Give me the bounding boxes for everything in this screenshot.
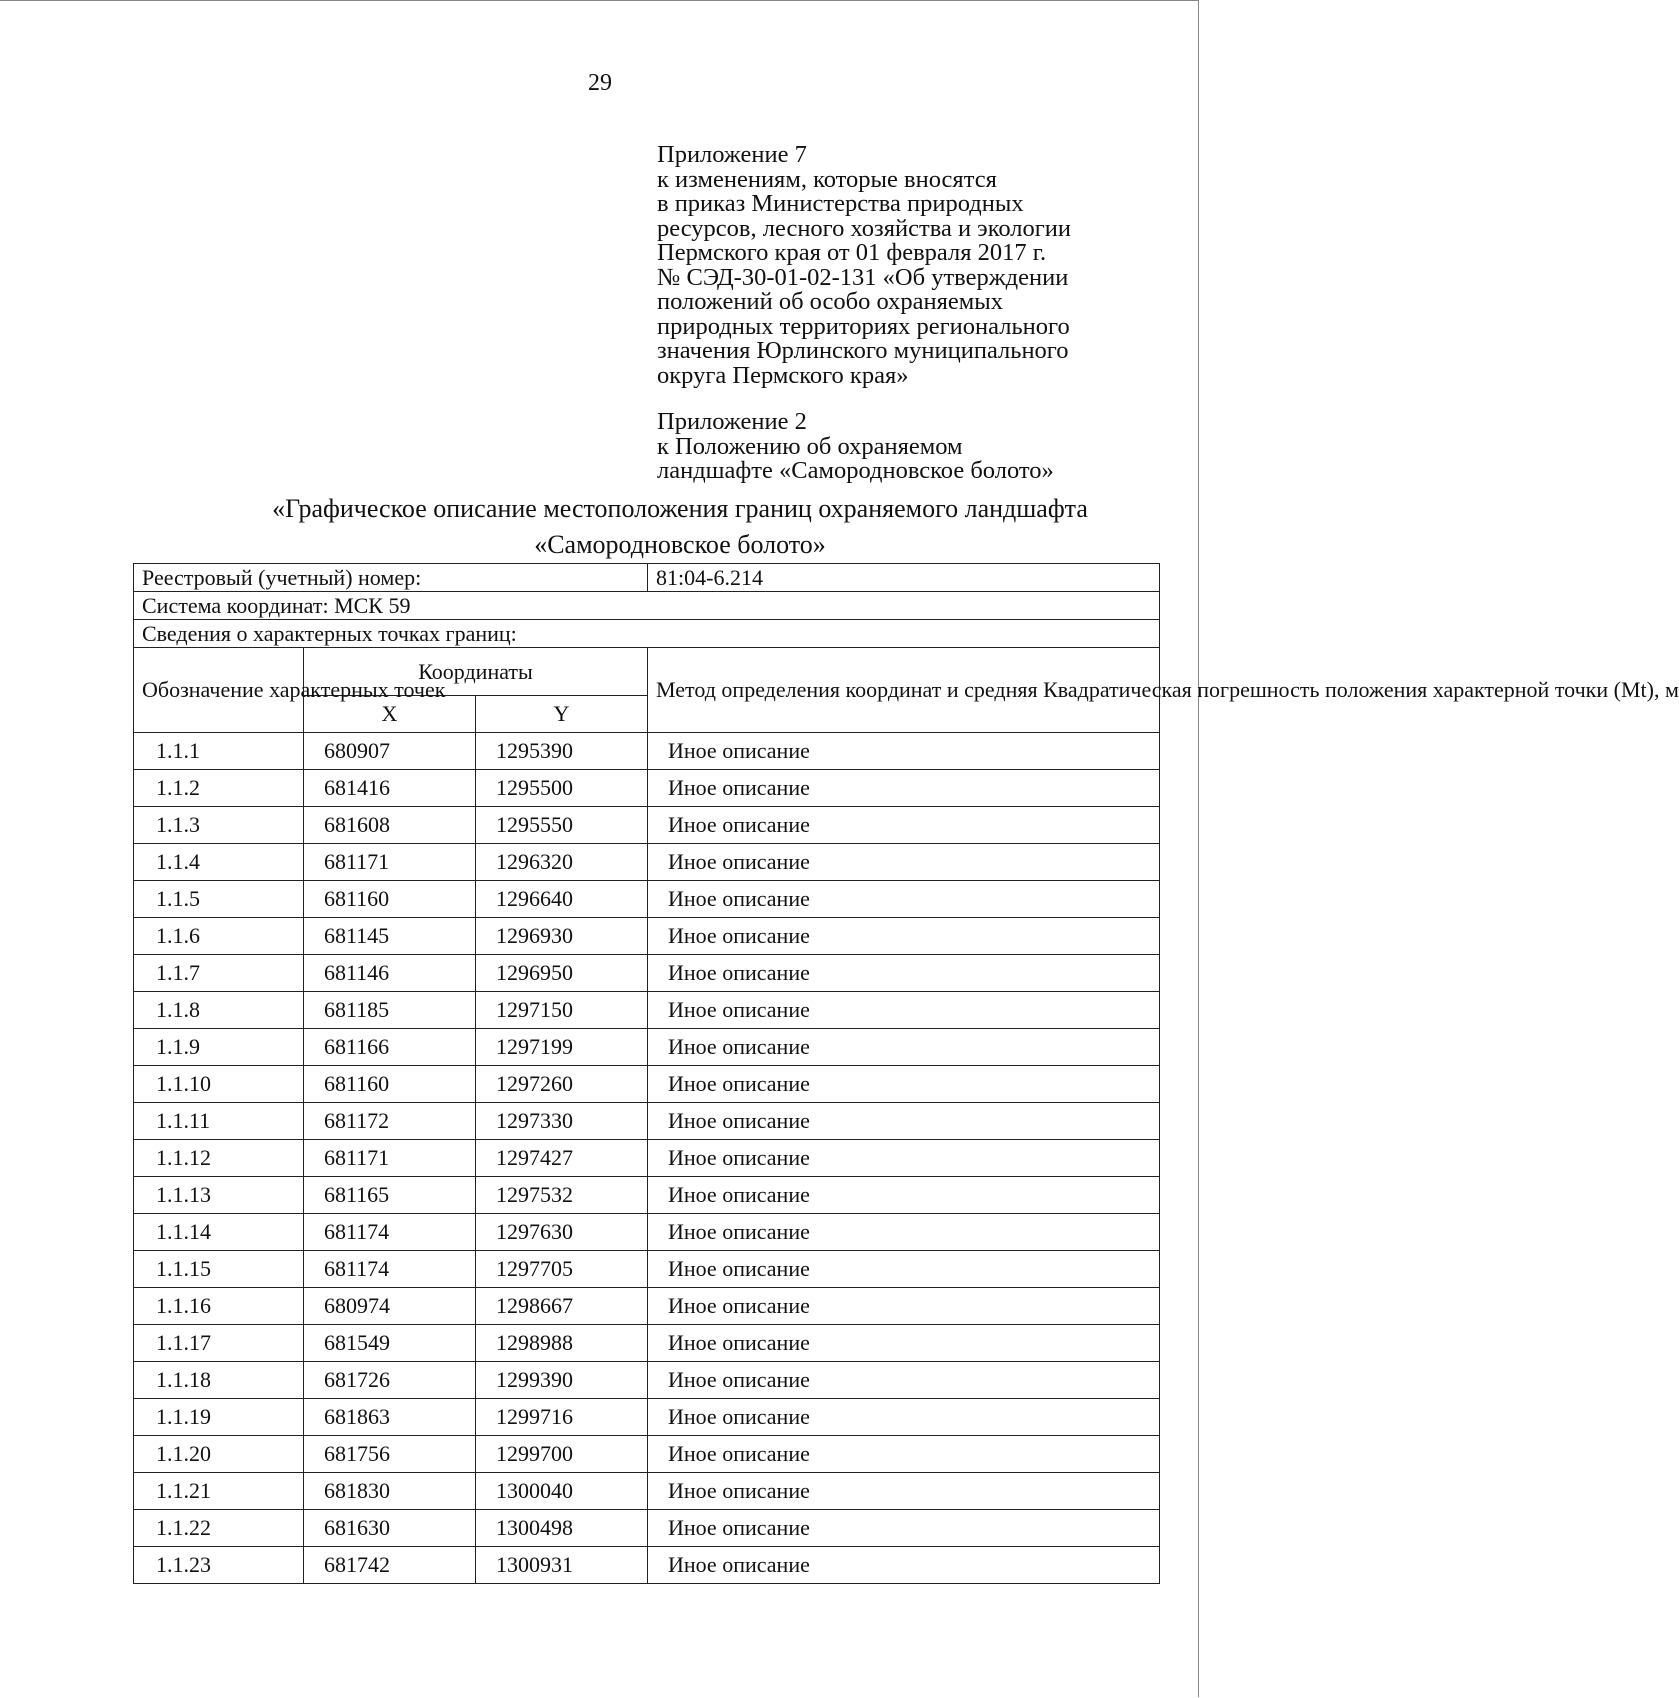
coord-system: Система координат: МСК 59: [134, 592, 1160, 620]
y-cell: 1299716: [476, 1399, 648, 1436]
point-cell: 1.1.15: [134, 1251, 304, 1288]
y-cell: 1297150: [476, 992, 648, 1029]
point-cell: 1.1.1: [134, 733, 304, 770]
method-cell: Иное описание: [648, 1473, 1160, 1510]
point-cell: 1.1.11: [134, 1103, 304, 1140]
y-cell: 1295500: [476, 770, 648, 807]
x-cell: 681863: [304, 1399, 476, 1436]
header-coords: Координаты: [304, 648, 648, 696]
points-info: Сведения о характерных точках границ:: [134, 620, 1160, 648]
point-cell: 1.1.18: [134, 1362, 304, 1399]
header-point: Обозначение характерных точек: [134, 648, 304, 733]
points-info-row: [134, 620, 1160, 648]
y-cell: 1300931: [476, 1547, 648, 1584]
table-row: [134, 1399, 1160, 1436]
point-cell: 1.1.2: [134, 770, 304, 807]
y-cell: 1295390: [476, 733, 648, 770]
method-cell: Иное описание: [648, 1029, 1160, 1066]
annex-7-line: природных территориях регионального: [657, 312, 1070, 340]
x-cell: 681171: [304, 844, 476, 881]
method-cell: Иное описание: [648, 1510, 1160, 1547]
x-cell: 681726: [304, 1362, 476, 1399]
method-cell: Иное описание: [648, 1214, 1160, 1251]
table-row: [134, 1547, 1160, 1584]
point-cell: 1.1.17: [134, 1325, 304, 1362]
method-cell: Иное описание: [648, 807, 1160, 844]
x-cell: 681756: [304, 1436, 476, 1473]
table-row: [134, 1325, 1160, 1362]
annex-2-line: к Положению об охраняемом: [657, 432, 963, 460]
table-row: [134, 992, 1160, 1029]
annex-7-line: к изменениям, которые вносятся: [657, 165, 997, 193]
coord-system-row: [134, 592, 1160, 620]
method-cell: Иное описание: [648, 1177, 1160, 1214]
y-cell: 1296640: [476, 881, 648, 918]
y-cell: 1300498: [476, 1510, 648, 1547]
registry-value: 81:04-6.214: [648, 564, 1160, 592]
table-row: [134, 1103, 1160, 1140]
table-row: [134, 770, 1160, 807]
method-cell: Иное описание: [648, 1436, 1160, 1473]
table-row: [134, 955, 1160, 992]
y-cell: 1296950: [476, 955, 648, 992]
y-cell: 1297330: [476, 1103, 648, 1140]
header-x: X: [304, 696, 476, 733]
method-cell: Иное описание: [648, 1140, 1160, 1177]
x-cell: 681145: [304, 918, 476, 955]
annex-2-header: [657, 410, 1177, 484]
y-cell: 1297199: [476, 1029, 648, 1066]
y-cell: 1297427: [476, 1140, 648, 1177]
point-cell: 1.1.20: [134, 1436, 304, 1473]
y-cell: 1299390: [476, 1362, 648, 1399]
y-cell: 1297630: [476, 1214, 648, 1251]
document-title-line: «Самородновское болото»: [534, 530, 826, 559]
table-row: [134, 733, 1160, 770]
header-y: Y: [476, 696, 648, 733]
point-cell: 1.1.13: [134, 1177, 304, 1214]
y-cell: 1297260: [476, 1066, 648, 1103]
y-cell: 1296320: [476, 844, 648, 881]
table-row: [134, 1288, 1160, 1325]
coordinates-table: [133, 563, 1679, 1584]
method-cell: Иное описание: [648, 955, 1160, 992]
x-cell: 681630: [304, 1510, 476, 1547]
x-cell: 681830: [304, 1473, 476, 1510]
annex-7-header: [657, 143, 1177, 388]
point-cell: 1.1.6: [134, 918, 304, 955]
document-title-line: «Графическое описание местоположения границ охраняемого ландшафта: [272, 494, 1088, 523]
x-cell: 681174: [304, 1214, 476, 1251]
point-cell: 1.1.16: [134, 1288, 304, 1325]
method-cell: Иное описание: [648, 881, 1160, 918]
method-cell: Иное описание: [648, 1362, 1160, 1399]
x-cell: 680974: [304, 1288, 476, 1325]
table-row: [134, 1251, 1160, 1288]
point-cell: 1.1.22: [134, 1510, 304, 1547]
table-row: [134, 881, 1160, 918]
table-row: [134, 844, 1160, 881]
table-row: [134, 1214, 1160, 1251]
y-cell: 1297705: [476, 1251, 648, 1288]
table-row: [134, 807, 1160, 844]
annex-7-line: округа Пермского края»: [657, 361, 909, 389]
annex-7-line: ресурсов, лесного хозяйства и экологии: [657, 214, 1072, 242]
annex-7-line: Пермского края от 01 февраля 2017 г.: [657, 239, 1047, 266]
x-cell: 681160: [304, 1066, 476, 1103]
x-cell: 681171: [304, 1140, 476, 1177]
y-cell: 1300040: [476, 1473, 648, 1510]
point-cell: 1.1.7: [134, 955, 304, 992]
point-cell: 1.1.5: [134, 881, 304, 918]
annex-7-line: № СЭД-30-01-02-131 «Об утверждении: [657, 263, 1069, 291]
table-row: [134, 1436, 1160, 1473]
annex-2-line: ландшафте «Самородновское болото»: [657, 457, 1054, 484]
x-cell: 681146: [304, 955, 476, 992]
x-cell: 681166: [304, 1029, 476, 1066]
x-cell: 681549: [304, 1325, 476, 1362]
annex-7-line: Приложение 7: [657, 141, 807, 168]
point-cell: 1.1.19: [134, 1399, 304, 1436]
y-cell: 1299700: [476, 1436, 648, 1473]
x-cell: 681416: [304, 770, 476, 807]
point-cell: 1.1.12: [134, 1140, 304, 1177]
header-method: Метод определения координат и средняя Квадратическая погрешность положения характерной точки (Mt), м: [648, 648, 1160, 733]
registry-row: [134, 564, 1160, 592]
method-cell: Иное описание: [648, 1399, 1160, 1436]
method-cell: Иное описание: [648, 992, 1160, 1029]
y-cell: 1297532: [476, 1177, 648, 1214]
registry-label: Реестровый (учетный) номер:: [134, 564, 648, 592]
point-cell: 1.1.14: [134, 1214, 304, 1251]
table-row: [134, 1066, 1160, 1103]
x-cell: 680907: [304, 733, 476, 770]
x-cell: 681172: [304, 1103, 476, 1140]
page-number: 29: [588, 70, 612, 96]
point-cell: 1.1.21: [134, 1473, 304, 1510]
method-cell: Иное описание: [648, 1103, 1160, 1140]
y-cell: 1298667: [476, 1288, 648, 1325]
x-cell: 681160: [304, 881, 476, 918]
annex-7-line: положений об особо охраняемых: [657, 288, 1003, 315]
x-cell: 681174: [304, 1251, 476, 1288]
annex-7-line: в приказ Министерства природных: [657, 190, 1024, 217]
method-cell: Иное описание: [648, 1547, 1160, 1584]
point-cell: 1.1.4: [134, 844, 304, 881]
y-cell: 1298988: [476, 1325, 648, 1362]
x-cell: 681165: [304, 1177, 476, 1214]
annex-7-line: значения Юрлинского муниципального: [657, 337, 1069, 364]
table-header-row: [134, 648, 1160, 696]
point-cell: 1.1.3: [134, 807, 304, 844]
table-row: [134, 1362, 1160, 1399]
method-cell: Иное описание: [648, 1066, 1160, 1103]
table-row: [134, 1029, 1160, 1066]
method-cell: Иное описание: [648, 1288, 1160, 1325]
point-cell: 1.1.9: [134, 1029, 304, 1066]
table-row: [134, 1177, 1160, 1214]
point-cell: 1.1.10: [134, 1066, 304, 1103]
method-cell: Иное описание: [648, 844, 1160, 881]
method-cell: Иное описание: [648, 733, 1160, 770]
table-row: [134, 1510, 1160, 1547]
method-cell: Иное описание: [648, 770, 1160, 807]
y-cell: 1295550: [476, 807, 648, 844]
x-cell: 681185: [304, 992, 476, 1029]
method-cell: Иное описание: [648, 1251, 1160, 1288]
x-cell: 681742: [304, 1547, 476, 1584]
table-row: [134, 1140, 1160, 1177]
y-cell: 1296930: [476, 918, 648, 955]
method-cell: Иное описание: [648, 918, 1160, 955]
method-cell: Иное описание: [648, 1325, 1160, 1362]
table-row: [134, 1473, 1160, 1510]
annex-2-line: Приложение 2: [657, 408, 807, 435]
table-row: [134, 918, 1160, 955]
x-cell: 681608: [304, 807, 476, 844]
document-title: [190, 491, 1170, 563]
point-cell: 1.1.23: [134, 1547, 304, 1584]
point-cell: 1.1.8: [134, 992, 304, 1029]
